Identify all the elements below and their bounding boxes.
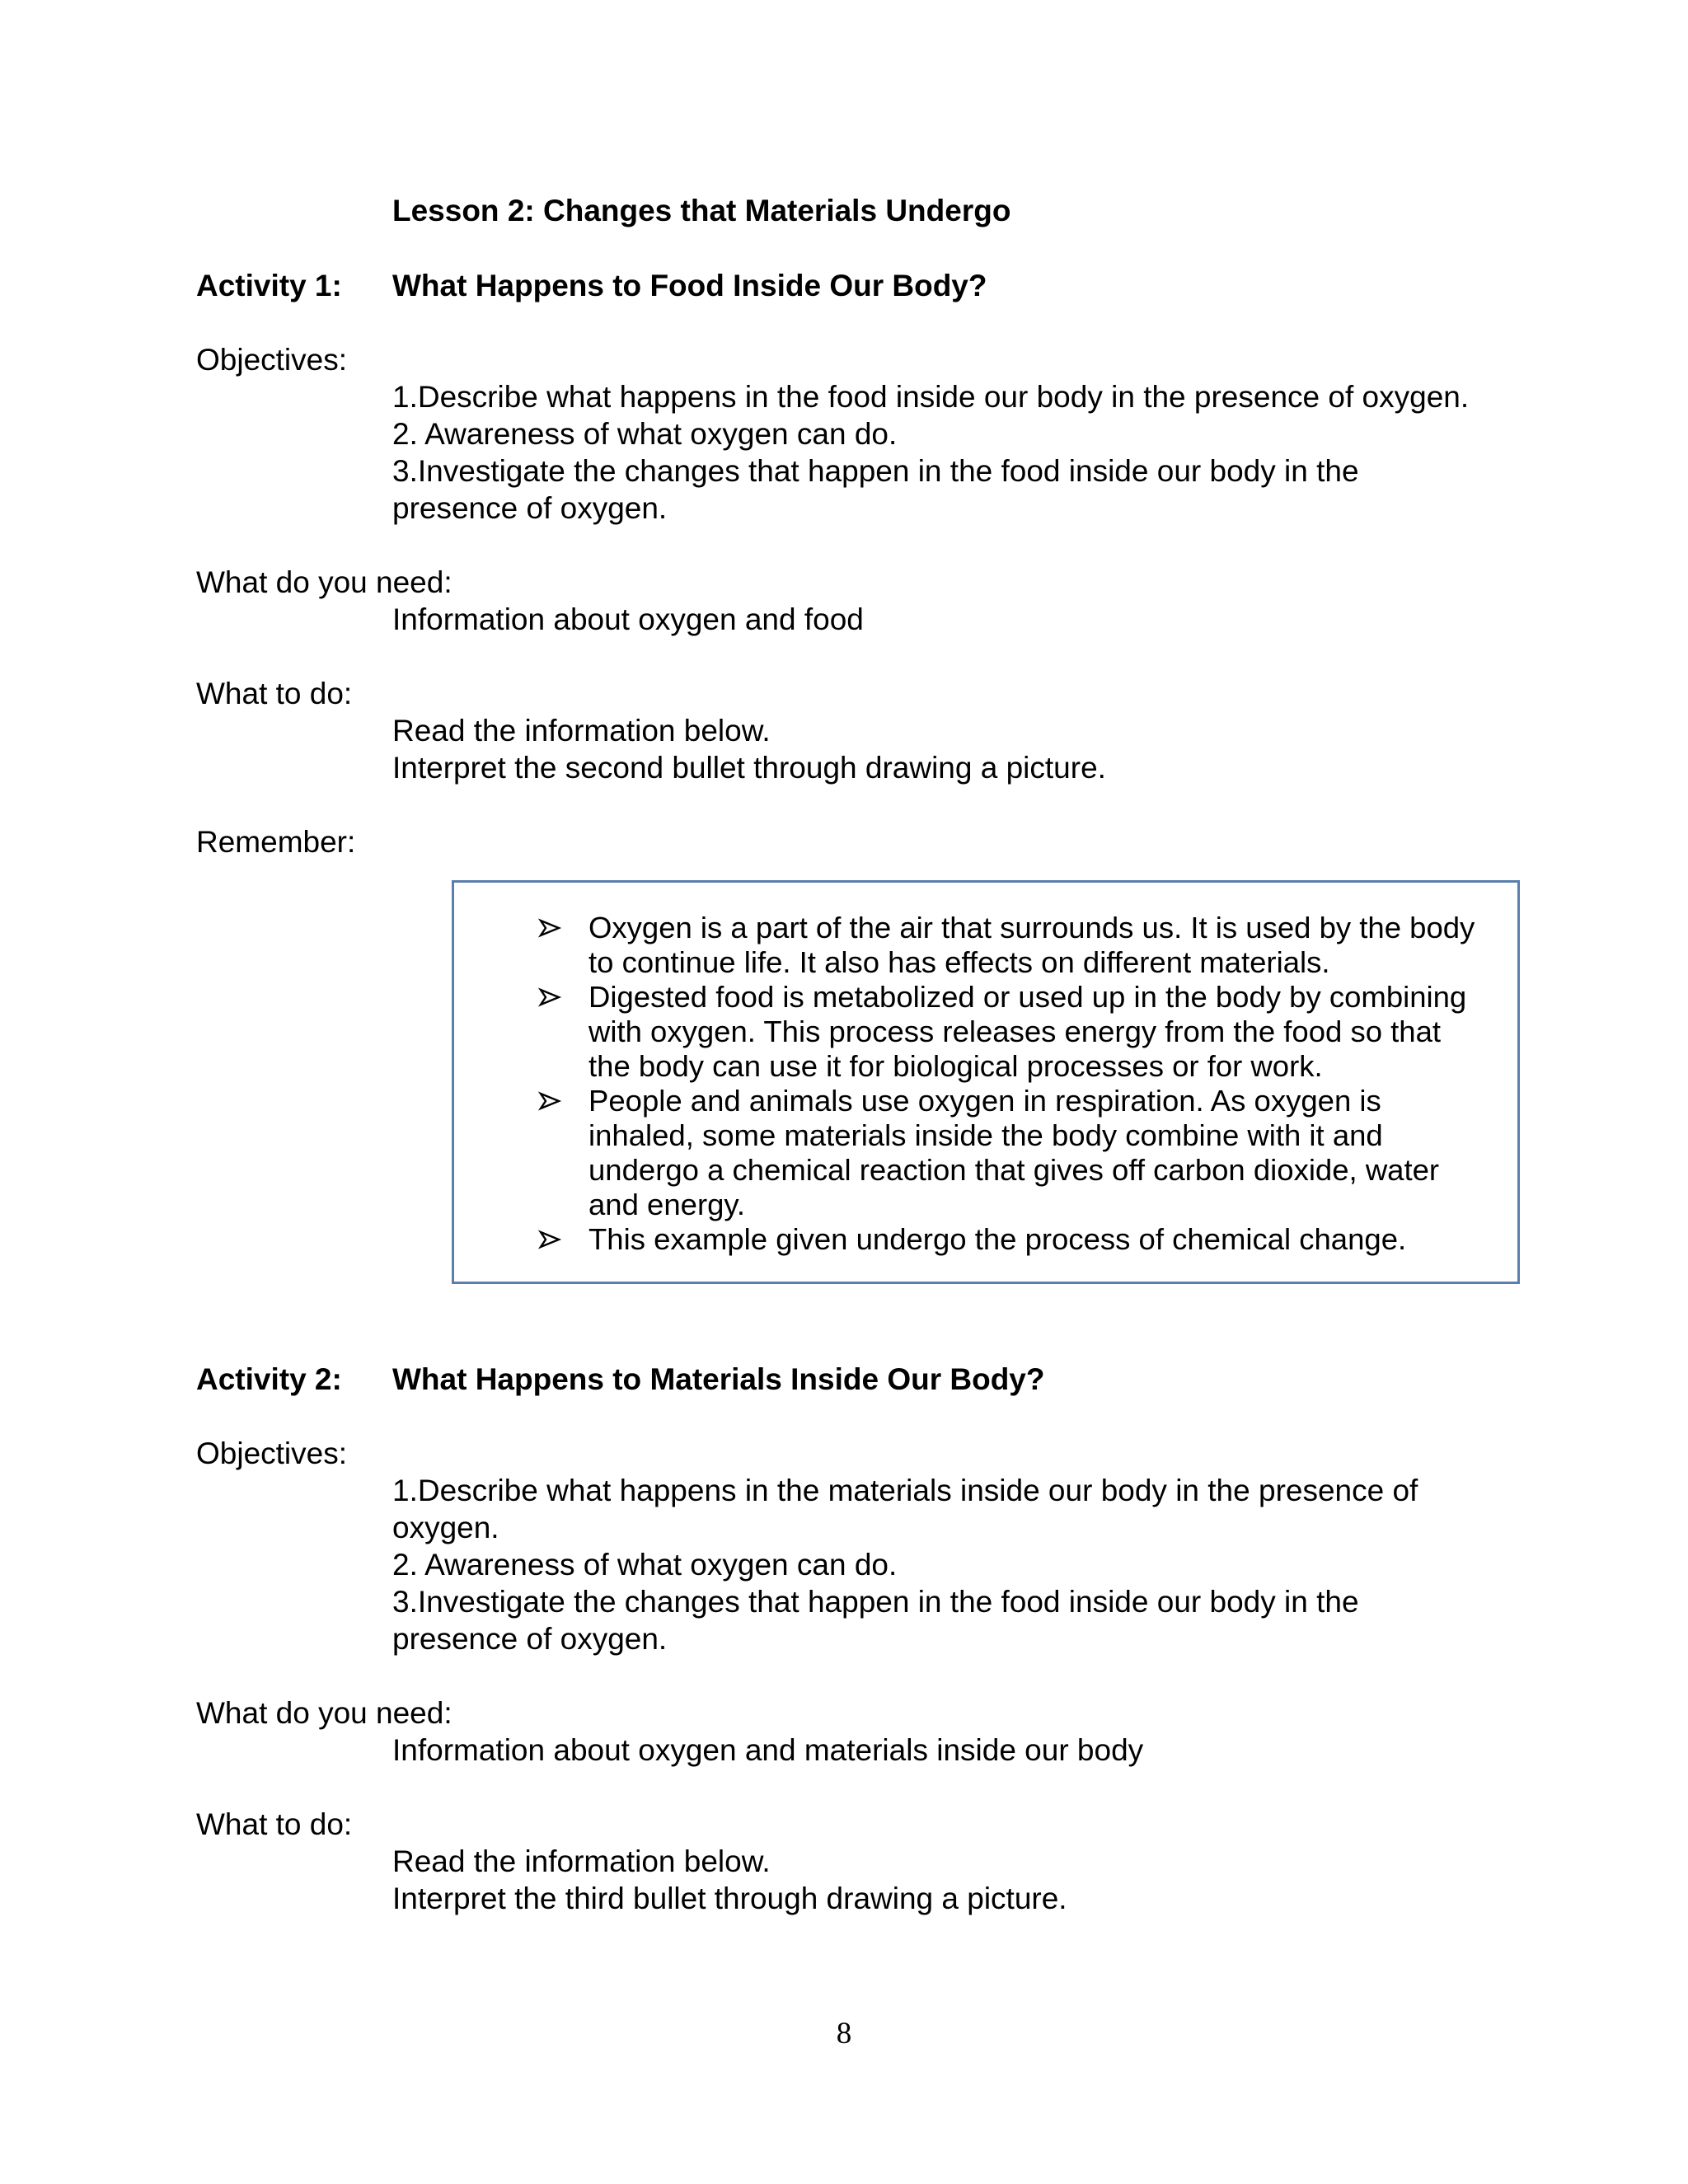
activity1-todo-line: Read the information below.	[392, 714, 771, 748]
activity2-objective-line: presence of oxygen.	[392, 1622, 668, 1656]
activity2-objective-line: 1.Describe what happens in the materials inside our body in the presence of	[392, 1474, 1418, 1507]
remember-bullet-list	[454, 911, 1517, 1257]
activity1-need-text: Information about oxygen and food	[392, 602, 864, 636]
activity1-title: What Happens to Food Inside Our Body?	[392, 269, 987, 302]
remember-bullet	[454, 1084, 1517, 1222]
activity2-objective-line: oxygen.	[392, 1511, 499, 1544]
activity2-need-label: What do you need:	[196, 1696, 452, 1730]
arrowhead-bullet-icon	[538, 1084, 563, 1118]
remember-bullet	[454, 980, 1517, 1084]
remember-bullet-text: People and animals use oxygen in respiration. As oxygen is inhaled, some materials inside the body combine with it and undergo a chemical reaction that gives off carbon dioxide, water and energy.	[588, 1084, 1440, 1221]
remember-bullet	[454, 1222, 1517, 1257]
activity2-todo-label: What to do:	[196, 1807, 353, 1841]
activity2-todo-line: Interpret the third bullet through drawing a picture.	[392, 1882, 1067, 1915]
activity1-objective-line: 3.Investigate the changes that happen in the food inside our body in the	[392, 454, 1359, 488]
activity2-objective-line: 2. Awareness of what oxygen can do.	[392, 1548, 898, 1582]
remember-box	[452, 880, 1520, 1284]
activity1-objective-line: 1.Describe what happens in the food inside our body in the presence of oxygen.	[392, 380, 1470, 414]
lesson-title: Lesson 2: Changes that Materials Undergo	[392, 194, 1011, 227]
activity1-label: Activity 1:	[196, 269, 342, 302]
arrowhead-bullet-icon	[538, 1222, 563, 1257]
remember-bullet-text: This example given undergo the process of chemical change.	[588, 1222, 1407, 1256]
remember-bullet-text: Oxygen is a part of the air that surrounds us. It is used by the body to continue life. It also has effects on different materials.	[588, 911, 1475, 979]
activity1-need-label: What do you need:	[196, 565, 452, 599]
remember-bullet-text: Digested food is metabolized or used up in the body by combining with oxygen. This process releases energy from the food so that the body can use it for biological processes or for work.	[588, 980, 1467, 1083]
activity2-need-text: Information about oxygen and materials inside our body	[392, 1733, 1144, 1767]
activity1-objectives-label: Objectives:	[196, 343, 348, 377]
activity2-title: What Happens to Materials Inside Our Body?	[392, 1362, 1045, 1396]
activity1-objective-line: presence of oxygen.	[392, 491, 668, 525]
activity1-todo-line: Interpret the second bullet through drawing a picture.	[392, 751, 1106, 785]
activity2-label: Activity 2:	[196, 1362, 342, 1396]
activity1-todo-label: What to do:	[196, 677, 353, 710]
activity2-objective-line: 3.Investigate the changes that happen in the food inside our body in the	[392, 1585, 1359, 1619]
activity2-todo-line: Read the information below.	[392, 1844, 771, 1878]
activity1-objective-line: 2. Awareness of what oxygen can do.	[392, 417, 898, 451]
remember-bullet	[454, 911, 1517, 980]
activity2-objectives-label: Objectives:	[196, 1436, 348, 1470]
activity1-remember-label: Remember:	[196, 825, 356, 859]
page-number: 8	[836, 2017, 852, 2050]
arrowhead-bullet-icon	[538, 911, 563, 945]
arrowhead-bullet-icon	[538, 980, 563, 1015]
